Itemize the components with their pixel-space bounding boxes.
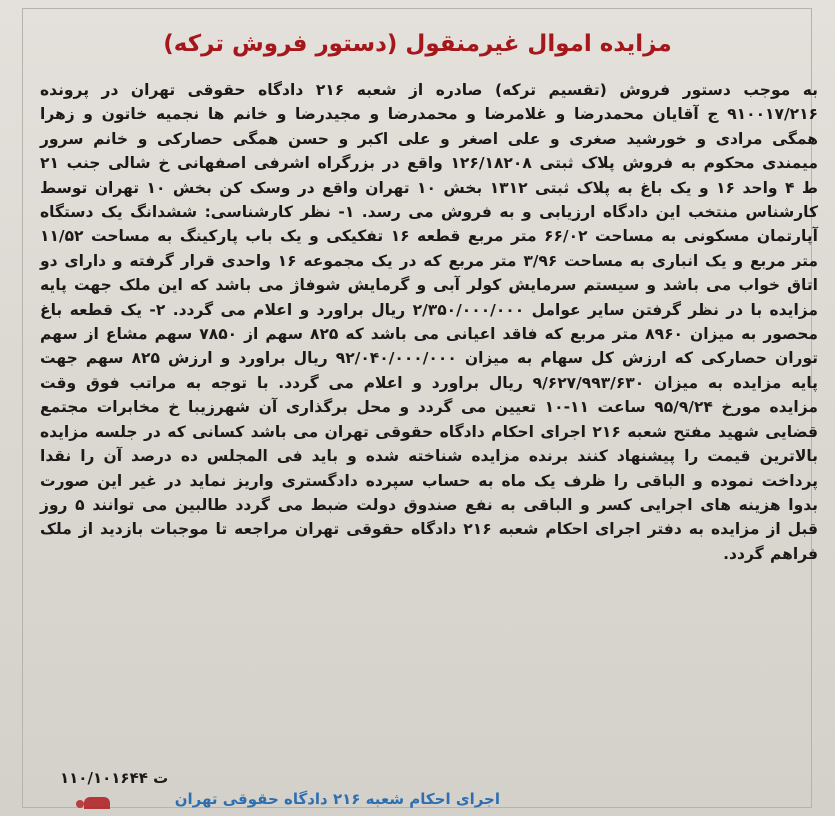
notice-title: مزایده اموال غیرمنقول (دستور فروش ترکه) <box>163 31 672 57</box>
notice-code: ۱۱۰/۱۰۱۶۴۴ ت <box>60 769 169 787</box>
stamp-dot <box>76 800 84 808</box>
notice-signature: اجرای احکام شعبه ۲۱۶ دادگاه حقوقی تهران <box>174 790 500 808</box>
stamp-mark <box>84 797 110 809</box>
notice-body: به موجب دستور فروش (تقسیم ترکه) صادره از شعبه ۲۱۶ دادگاه حقوقی تهران در پرونده ۹۱۰۰۱۷/۲۱۶ ج آقایان محمدرضا و غلامرضا و محمدرضا و مجیدرضا و خانم ها نجمیه خاتون و زهرا همگی مرادی و خورشید صغری و علی اصغر و علی اکبر و حسن همگی حصارکی و خانم سرور میمندی محکوم به فروش پلاک ثبتی ۱۲۶/۱۸۲۰۸ واقع در بزرگراه اشرفی اصفهانی خ شالی جنب ۲۱ ط ۴ واحد ۱۶ و یک باغ به پلاک ثبتی ۱۳۱۲ بخش ۱۰ تهران واقع در وسک کن بخش ۱۰ تهران توسط کارشناس منتخب این دادگاه ارزیابی و به فروش می رسد. ۱- نظر کارشناسی: ششدانگ یک دستگاه آپارتمان مسکونی به مساحت ۶۶/۰۲ متر مربع قطعه ۱۶ تفکیکی و یک باب پارکینگ به مساحت ۱۱/۵۲ متر مربع و یک انباری به مساحت ۳/۹۶ متر مربع که در یک مجموعه ۱۶ واحدی قرار گرفته و دارای دو اتاق خواب می باشد و سیستم سرمایش کولر آبی و گرمایش شوفاژ می باشد که این ملک جهت پایه مزایده با در نظر گرفتن سایر عوامل ۲/۳۵۰/۰۰۰/۰۰۰ ریال براورد و اعلام می گردد. ۲- یک قطعه باغ محصور به میزان ۸۹۶۰ متر مربع که فاقد اعیانی می باشد که ۸۲۵ سهم از ۷۸۵۰ سهم مشاع از سهم توران حصارکی که ارزش کل سهام به میزان ۹۲/۰۴۰/۰۰۰/۰۰۰ ریال براورد و ارزش ۸۲۵ سهم جهت پایه مزایده به میزان ۹/۶۲۷/۹۹۳/۶۳۰ ریال براورد و اعلام می گردد. با توجه به مراتب فوق وقت مزایده مورخ ۹۵/۹/۲۴ ساعت ۱۱-۱۰ تعیین می گردد و محل برگذاری آن شهرزیبا خ مخابرات مجتمع قضایی شهید مفتح شعبه ۲۱۶ اجرای احکام دادگاه حقوقی تهران می باشد کسانی که در جلسه مزایده بالاترین قیمت را پیشنهاد کنند برنده مزایده شناخته شده و باید فی المجلس ده درصد آن را نقدا پرداخت نموده و الباقی را ظرف یک ماه به حساب سپرده دادگستری واریز نماید در غیر این صورت بدوا هزینه های اجرایی کسر و الباقی به نفع صندوق دولت ضبط می گردد طالبین می توانند ۵ روز قبل از مزایده به دفتر اجرای احکام شعبه ۲۱۶ دادگاه حقوقی تهران مراجعه تا موجبات بازدید از ملک فراهم گردد. <box>40 81 819 563</box>
